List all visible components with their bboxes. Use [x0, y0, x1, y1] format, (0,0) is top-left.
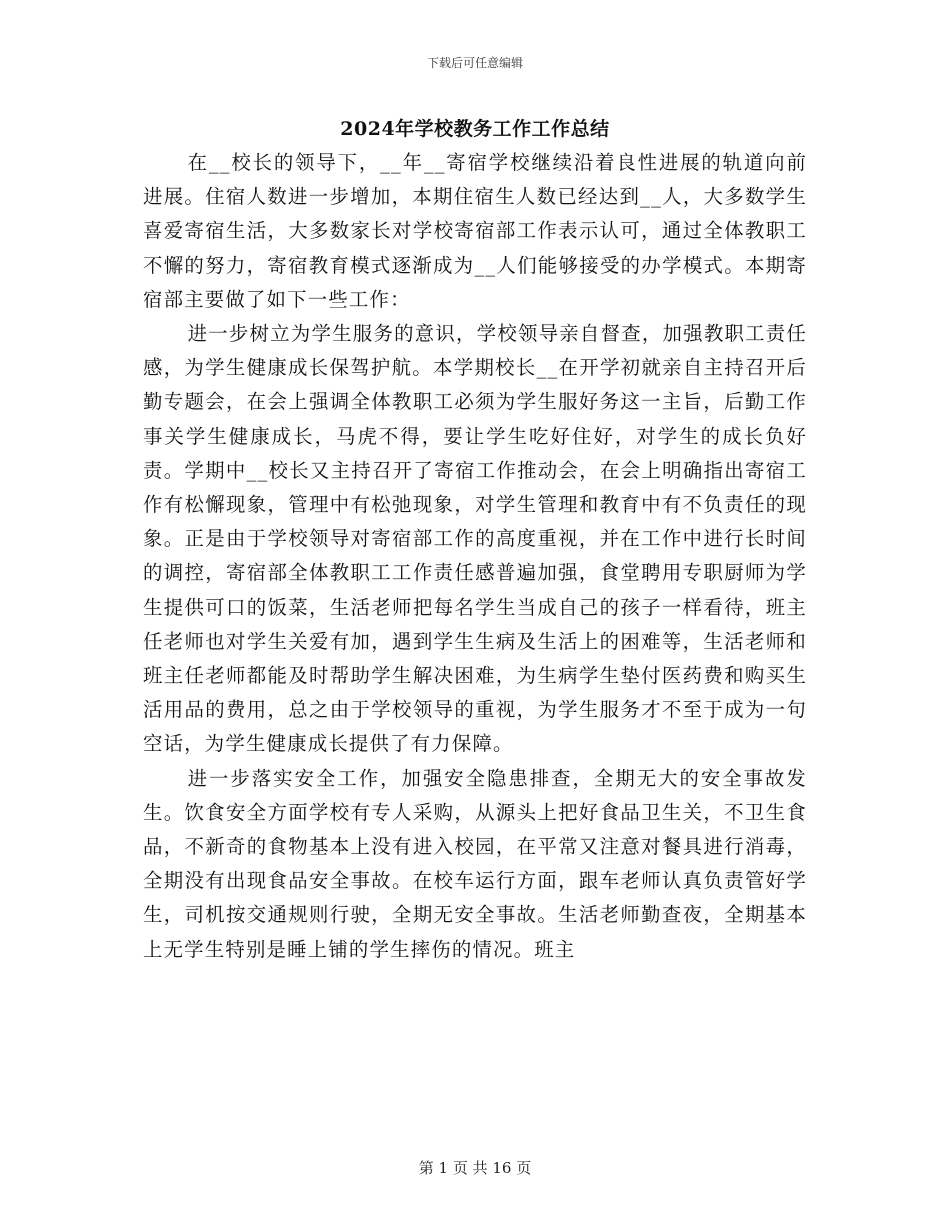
- document-title: 2024年学校教务工作工作总结: [340, 118, 610, 140]
- paragraph-safety: 进一步落实安全工作，加强安全隐患排查，全期无大的安全事故发生。饮食安全方面学校有专人采购，从源头上把好食品卫生关，不卫生食品，不新奇的食物基本上没有进入校园，在平常又注意对餐具进行消毒，全期没有出现食品安全事故。在校车运行方面，跟车老师认真负责管好学生，司机按交通规则行驶，全期无安全事故。生活老师勤查夜，全期基本上无学生特别是睡上铺的学生摔伤的情况。班主: [143, 766, 807, 961]
- page-number-footer: 第 1 页 共 16 页: [418, 1159, 532, 1177]
- document-body: [143, 146, 807, 967]
- paragraph-intro: 在__校长的领导下，__年__寄宿学校继续沿着良性进展的轨道向前进展。住宿人数进一步增加，本期住宿生人数已经达到__人，大多数学生喜爱寄宿生活，大多数家长对学校寄宿部工作表示认可，通过全体教职工不懈的努力，寄宿教育模式逐渐成为__人们能够接受的办学模式。本期寄宿部主要做了如下一些工作：: [143, 151, 807, 311]
- page-header-note: 下载后可任意编辑: [426, 56, 523, 70]
- paragraph-service: 进一步树立为学生服务的意识，学校领导亲自督查，加强教职工责任感，为学生健康成长保驾护航。本学期校长__在开学初就亲自主持召开后勤专题会，在会上强调全体教职工必须为学生服好务这一主旨，后勤工作事关学生健康成长，马虎不得，要让学生吃好住好，对学生的成长负好责。学期中__校长又主持召开了寄宿工作推动会，在会上明确指出寄宿工作有松懈现象，管理中有松弛现象，对学生管理和教育中有不负责任的现象。正是由于学校领导对寄宿部工作的高度重视，并在工作中进行长时间的调控，寄宿部全体教职工工作责任感普遍加强，食堂聘用专职厨师为学生提供可口的饭菜，生活老师把每名学生当成自己的孩子一样看待，班主任老师也对学生关爱有加，遇到学生生病及生活上的困难等，生活老师和班主任老师都能及时帮助学生解决困难，为生病学生垫付医药费和购买生活用品的费用，总之由于学校领导的重视，为学生服务才不至于成为一句空话，为学生健康成长提供了有力保障。: [143, 322, 807, 756]
